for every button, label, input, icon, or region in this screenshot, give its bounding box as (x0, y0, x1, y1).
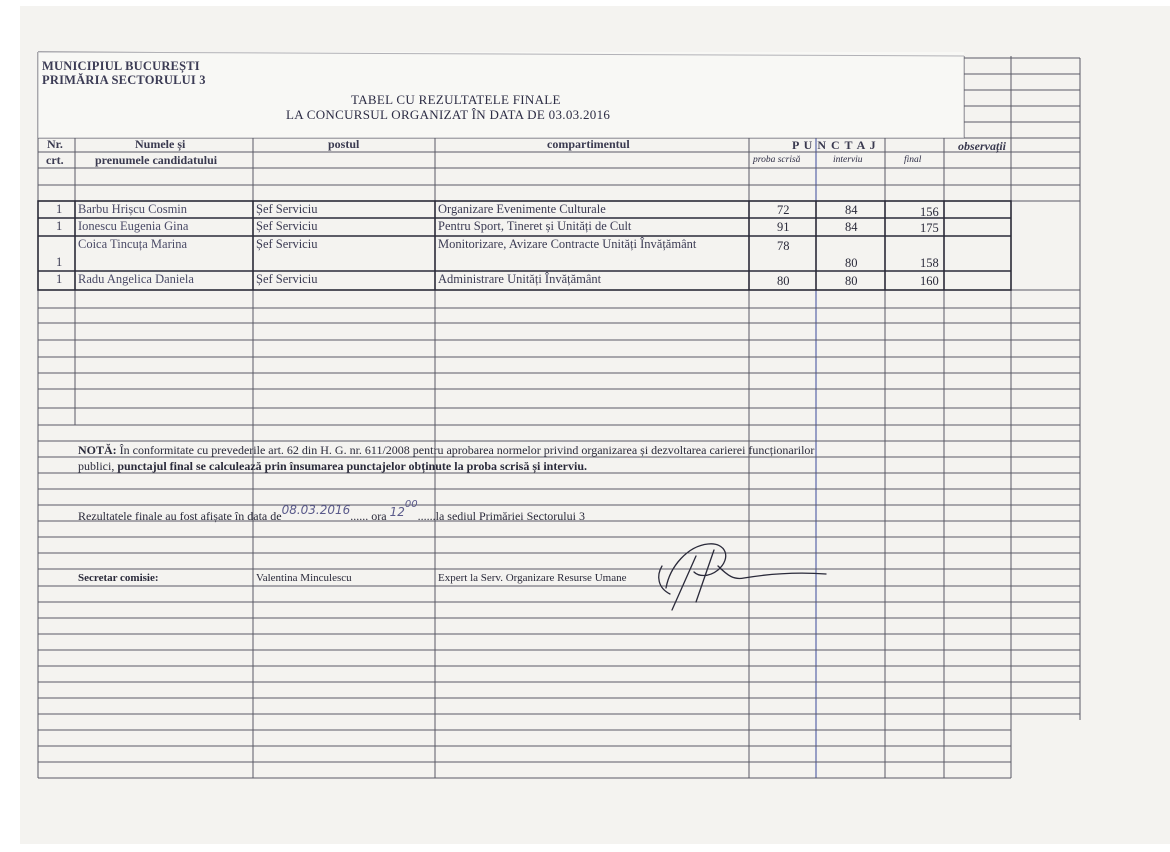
row-post: Șef Serviciu (256, 237, 318, 251)
row-department: Monitorizare, Avizare Contracte Unități Învățământ (438, 237, 697, 251)
row-final: 158 (920, 256, 939, 270)
row-post: Șef Serviciu (256, 202, 318, 216)
row-nr: 1 (56, 272, 63, 286)
signature-icon (648, 536, 828, 616)
row-department: Administrare Unități Învățământ (438, 272, 602, 286)
title-line-1: TABEL CU REZULTATELE FINALE (351, 92, 561, 107)
institution-line-1: MUNICIPIUL BUCUREȘTI (42, 59, 200, 73)
row-nr: 1 (56, 202, 63, 216)
note-text: În conformitate cu prevederile art. 62 din H. G. nr. 611/2008 pentru aprobarea normelor privind organizarea și dezvoltarea carierei funcționarilor (116, 443, 815, 457)
row-final: 160 (920, 274, 939, 288)
posting-date: 08.03.2016 (281, 503, 351, 517)
col-score-group: P U N C T A J (792, 138, 877, 152)
secretary-role: Expert la Serv. Organizare Resurse Umane (438, 572, 627, 584)
row-interview: 80 (845, 274, 858, 288)
note-line-1 (78, 444, 814, 456)
col-interview: interviu (833, 155, 863, 165)
col-name-line2: prenumele candidatului (95, 153, 218, 167)
row-department: Pentru Sport, Tineret și Unități de Cult (438, 219, 632, 233)
row-final: 175 (920, 221, 939, 235)
row-name: Coica Tincuța Marina (78, 237, 188, 251)
note-line-2 (78, 460, 587, 472)
posting-minutes: 00 (404, 499, 418, 510)
posting-dots-1: ...... (350, 509, 369, 523)
posting-line (78, 499, 585, 523)
note-label: NOTĂ: (78, 443, 117, 457)
title-line-2: LA CONCURSUL ORGANIZAT ÎN DATA DE 03.03.2016 (286, 107, 611, 122)
row-post: Șef Serviciu (256, 219, 318, 233)
institution-line-2: PRIMĂRIA SECTORULUI 3 (42, 73, 206, 87)
row-written: 91 (777, 220, 790, 234)
row-department: Organizare Evenimente Culturale (438, 202, 606, 216)
posting-hour: 12 (389, 505, 405, 519)
row-name: Ionescu Eugenia Gina (78, 219, 189, 233)
col-written: proba scrisă (753, 155, 801, 165)
posting-prefix: Rezultatele finale au fost afișate în data de (78, 509, 282, 523)
row-final: 156 (920, 205, 939, 219)
posting-dots-2: ...... (417, 509, 436, 523)
note-bold-text: punctajul final se calculează prin însumarea punctajelor obținute la proba scrisă și interviu. (117, 459, 588, 473)
row-written: 78 (777, 239, 790, 253)
row-interview: 84 (845, 203, 858, 217)
row-name: Barbu Hrișcu Cosmin (78, 202, 188, 216)
col-post: postul (328, 137, 360, 151)
col-final: final (904, 155, 922, 165)
posting-ora: ora (368, 509, 390, 523)
col-remarks: observații (958, 139, 1006, 153)
row-written: 80 (777, 274, 790, 288)
secretary-name: Valentina Minculescu (256, 572, 352, 584)
col-department: compartimentul (547, 137, 630, 151)
row-written: 72 (777, 203, 790, 217)
col-name-line1: Numele și (135, 137, 186, 151)
row-nr: 1 (56, 255, 63, 269)
row-interview: 84 (845, 220, 858, 234)
posting-suffix: la sediul Primăriei Sectorului 3 (435, 509, 585, 523)
row-nr: 1 (56, 219, 63, 233)
col-nr-line2: crt. (46, 153, 64, 167)
row-name: Radu Angelica Daniela (78, 272, 194, 286)
secretary-label: Secretar comisie: (78, 572, 159, 584)
col-nr-line1: Nr. (47, 137, 63, 151)
row-interview: 80 (845, 256, 858, 270)
note-prefix: publici, (78, 459, 118, 473)
row-post: Șef Serviciu (256, 272, 318, 286)
